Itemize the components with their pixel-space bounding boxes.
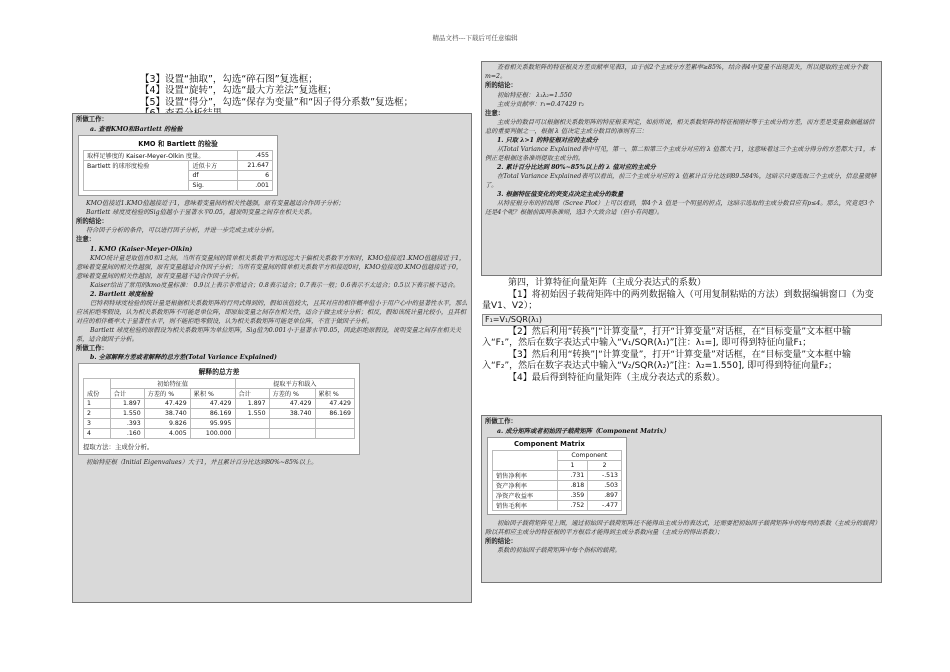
variance-cell: 1.550: [235, 409, 269, 419]
sub-header: 方差的 %: [269, 389, 315, 399]
component-matrix-row: [493, 500, 622, 510]
variance-row: [84, 429, 355, 439]
note-paragraph: 主成分的数目可以根据相关系数矩阵的特征根来判定，如前所说，相关系数矩阵的特征根刚好等于主成分的方差，而方差是变量数据蕴涵信息的重要判据之一，根据 λ 值决定主成分数目的准则有三：: [485, 119, 875, 135]
variance-cell: [269, 419, 315, 429]
sub-header: 合计: [110, 389, 144, 399]
kmo-paragraph-2: Bartlett 球度度检验的Sig值越小于显著水平0.05，越说明变量之间存在相关关系。: [86, 208, 316, 216]
variance-cell: 86.169: [190, 409, 235, 419]
rule2-title: 2. 累计百分比达到 80%~85%以上的 λ 值对应的主成分: [497, 164, 656, 171]
kmo-heading: a. 查看KMO和Bartlett 的检验: [90, 125, 183, 133]
step4-item-2: 【2】然后利用“转换”|“计算变量”，打开“计算变量”对话框，在“目标变量”文本框中输入“F₁”，然后在数字表达式中输入“V₁/SQR(λ₁)”[注：λ₁=], 即可得到特征向量F₁；: [482, 326, 852, 348]
component-matrix-title: Component Matrix: [514, 439, 585, 448]
variance-cell: [315, 419, 355, 429]
right-top-panel: [481, 61, 882, 276]
df-value: 6: [237, 170, 272, 180]
chi-label: 近似卡方: [189, 160, 237, 170]
note-label: 注意：: [76, 235, 96, 243]
sub-header: 累积 %: [315, 389, 355, 399]
variance-cell: [235, 429, 269, 439]
component-matrix-row: [493, 480, 622, 490]
component-matrix-row: [493, 470, 622, 480]
variance-cell: 86.169: [315, 409, 355, 419]
variance-cell: 1.897: [110, 399, 144, 409]
output-label: 所做工作：: [76, 115, 108, 123]
variance-cell: 95.995: [190, 419, 235, 429]
variance-cell: 47.429: [144, 399, 190, 409]
sub-header: 合计: [235, 389, 269, 399]
kmo-paragraph-1: KMO值接近1.KMO值越接近于1，意味着变量间的相关性越强，原有变量越适合作因子分析；: [86, 199, 345, 207]
rule1-paragraph: 从Total Variance Explained表中可见，第一、第二和第三个主成分对应的 λ 值都大于1，这意味着这三个主成分得分的方差都大于1，本例正是根据这条准则提取主成分的。: [485, 146, 876, 162]
component-number: 2: [84, 409, 111, 419]
sub-header: 累积 %: [190, 389, 235, 399]
variance-heading: b. 全部解释方差或者解释的总方差(Total Variance Explained): [90, 354, 277, 361]
output-label-2: 所做工作：: [76, 343, 108, 352]
component-col-1: 1: [557, 460, 587, 470]
step4-item-4: 【4】最后得到特征向量矩阵（主成分表达式的系数）。: [508, 372, 726, 383]
variance-cell: 47.429: [315, 399, 355, 409]
conclusion-label-2: 所的结论：: [485, 536, 517, 545]
variance-cell: 47.429: [190, 399, 235, 409]
kmo-table-title: KMO 和 Bartlett 的检验: [138, 139, 218, 148]
left-output-panel: [72, 113, 472, 603]
component-matrix-heading: a. 成分矩阵或者初始因子载荷矩阵（Component Matrix）: [497, 427, 670, 435]
variance-cell: [269, 429, 315, 439]
conclusion-label: 所的结论：: [76, 216, 108, 225]
indicator-name: 净资产收益率: [493, 490, 558, 500]
loading-value: -.477: [588, 500, 622, 510]
variance-row: [84, 399, 355, 409]
df-label: df: [189, 170, 237, 180]
component-number: 3: [84, 419, 111, 429]
kmo-value: .455: [237, 150, 272, 160]
step-3: 【3】设置“抽取”，勾选“碎石图”复选框；: [140, 74, 318, 85]
component-matrix-paragraph: 初始因子载荷矩阵见上图，通过初始因子载荷矩阵还不能得出主成分的表达式，还需要把初始因子载荷矩阵中的每列的系数（主成分的载荷）除以其相应主成分的特征根的平方根后才能得到主成分系数向量（主成分的得出系数）；: [485, 519, 878, 536]
rule3-title: 3. 根据特征值变化的突变点决定主成分的数量: [497, 191, 624, 198]
eigen-line: 初始特征根： λ₁λ₂=1.550: [497, 91, 572, 99]
variance-footer: 提取方法：主成份分析。: [83, 443, 154, 451]
component-col-2: 2: [588, 460, 622, 470]
loading-value: .503: [588, 480, 622, 490]
note1-title: 1. KMO (Kaiser-Meyer-Olkin): [90, 245, 193, 253]
chi-value: 21.647: [237, 160, 272, 170]
top-paragraph: 查看相关系数矩阵的特征根及方差贡献率见表3，由于前2个主成分方差累率≥85%，结合表4中变量不出现丢失，所以提取的主成分个数m=2。: [485, 64, 869, 80]
final-paragraph: 系数的初始因子载荷矩阵中每个指标的载荷。: [497, 547, 621, 554]
rule1-title: 1. 只取 λ>1 的特征根对应的主成分: [497, 137, 598, 144]
note-label: 注意：: [485, 108, 505, 117]
note2-paragraph-1: 巴特利特球度检验的统计量是根据相关系数矩阵的行列式得到的，假如该值较大，且其对应的相伴概率值小于用户心中的显著性水平，那么应该拒绝零假设，认为相关系数矩阵不可能是单位阵，即原始变量之间存在相关性，适合于做主成分分析；相反，假如该统计量比较小，且其相对应的相伴概率大于显著性水平，则不能拒绝零假设，认为相关系数矩阵可能是单位阵，不宜于做因子分析。: [76, 299, 468, 325]
formula-box: F₁=V₁/SQR(λ₁): [482, 314, 882, 326]
variance-cell: 38.740: [269, 409, 315, 419]
step4-heading: 第四，计算特征向量矩阵（主成分表达式的系数）: [508, 278, 707, 288]
variance-cell: 4.005: [144, 429, 190, 439]
col-component: 成份: [84, 379, 111, 399]
component-matrix-table: [487, 437, 627, 515]
step4-item-3: 【3】然后利用“转换”|“计算变量”，打开“计算变量”对话框，在“目标变量”文本框中输入“F₂”，然后在数字表达式中输入“V₂/SQR(λ₂)”[注：λ₂=1.550], 即可得到特征向量F₂；: [482, 349, 852, 371]
right-bottom-panel: [481, 415, 882, 583]
component-number: 1: [84, 399, 111, 409]
note2-paragraph-2: Bartlett 球度检验的原假设为相关系数矩阵为单位矩阵，Sig值为0.001小于显著水平0.05，因此拒绝原假设，说明变量之间存在相关关系，适合做因子分析。: [76, 326, 462, 343]
sig-label: Sig.: [189, 180, 237, 190]
loading-value: .897: [588, 490, 622, 500]
component-matrix-row: [493, 490, 622, 500]
indicator-name: 销售净利率: [493, 470, 558, 480]
kmo-label: 取样足够度的 Kaiser-Meyer-Olkin 度量。: [84, 150, 238, 160]
sig-value: .001: [237, 180, 272, 190]
variance-cell: 100.000: [190, 429, 235, 439]
conclusion-text: 符合因子分析的条件，可以进行因子分析，并进一步完成主成分分析。: [86, 227, 278, 234]
page-header: 精品文档---下载后可任意编辑: [432, 34, 518, 42]
variance-cell: .160: [110, 429, 144, 439]
loading-value: .752: [557, 500, 587, 510]
step4-item-1: 【1】将初始因子载荷矩阵中的两列数据输入（可用复制粘贴的方法）到数据编辑窗口（为变量V1、V2）；: [482, 289, 874, 311]
output-label: 所做工作：: [485, 417, 517, 425]
contrib-line: 主成分贡献率：r₁=0.47429 r₂: [497, 100, 584, 108]
variance-row: [84, 409, 355, 419]
note1-paragraph-2: Kaiser给出了常用的kmo度量标准： 0.9以上表示非常适合；0.8表示适合；0.7表示一般；0.6表示不太适合；0.5以下表示极不适合。: [90, 281, 460, 289]
sub-header: 方差的 %: [144, 389, 190, 399]
loading-value: -.513: [588, 470, 622, 480]
group-initial: 初始特征值: [110, 379, 235, 389]
variance-cell: 1.897: [235, 399, 269, 409]
kmo-table: [78, 135, 278, 196]
note2-title: 2. Bartlett 球度检验: [90, 290, 153, 298]
variance-cell: 38.740: [144, 409, 190, 419]
variance-cell: 9.826: [144, 419, 190, 429]
indicator-name: 销售毛利率: [493, 500, 558, 510]
variance-cell: 47.429: [269, 399, 315, 409]
step4-section: [482, 278, 882, 384]
rule3-paragraph: 从特征根分布的折线图（Scree Plot）上可以看到，第4个 λ 值是一个明显的折点，这暗示选取的主成分数目应有p≤4。那么，究竟是3个还是4个呢？根据前面两条准则，选3个大致合适（但小有问题）。: [485, 200, 874, 216]
conclusion-label: 所的结论：: [485, 81, 517, 89]
group-extraction: 提取平方和载入: [235, 379, 355, 389]
component-col-header: Component: [557, 450, 621, 460]
eigen-note: 初始特征根（Initial Eigenvalues）大于1，并且累计百分比达到80%~85%以上。: [86, 459, 318, 466]
variance-table: [78, 363, 360, 455]
rule2-paragraph: 在Total Variance Explained表可以看出，前三个主成分对应的 λ 值累计百分比达到89.584%，这暗示只要选取三个主成分，信息量就够了。: [485, 173, 877, 189]
bartlett-label: Bartlett 的球形度检验: [84, 160, 189, 190]
variance-cell: .393: [110, 419, 144, 429]
variance-cell: [235, 419, 269, 429]
component-number: 4: [84, 429, 111, 439]
variance-cell: [315, 429, 355, 439]
loading-value: .731: [557, 470, 587, 480]
loading-value: .818: [557, 480, 587, 490]
note1-paragraph-1: KMO统计量是取值在0和1之间。当所有变量间的简单相关系数平方和远远大于偏相关系数平方和时，KMO值接近1.KMO值越接近于1，意味着变量间的相关性越强，原有变量越适合作因子分析；当所有变量间的简单相关系数平方和接近0时，KMO值接近0.KMO值越接近于0，意味着变量间的相关性越弱，原有变量越不适合作因子分析。: [76, 254, 466, 280]
loading-value: .359: [557, 490, 587, 500]
step-4: 【4】设置“旋转”，勾选“最大方差法”复选框；: [140, 85, 337, 97]
variance-row: [84, 419, 355, 429]
variance-table-title: 解释的总方差: [198, 368, 240, 376]
step-5: 【5】设置“得分”，勾选“保存为变量”和“因子得分系数”复选框；: [140, 96, 414, 108]
variance-cell: 1.550: [110, 409, 144, 419]
variance-subheader-row: [84, 389, 355, 399]
indicator-name: 资产净利率: [493, 480, 558, 490]
